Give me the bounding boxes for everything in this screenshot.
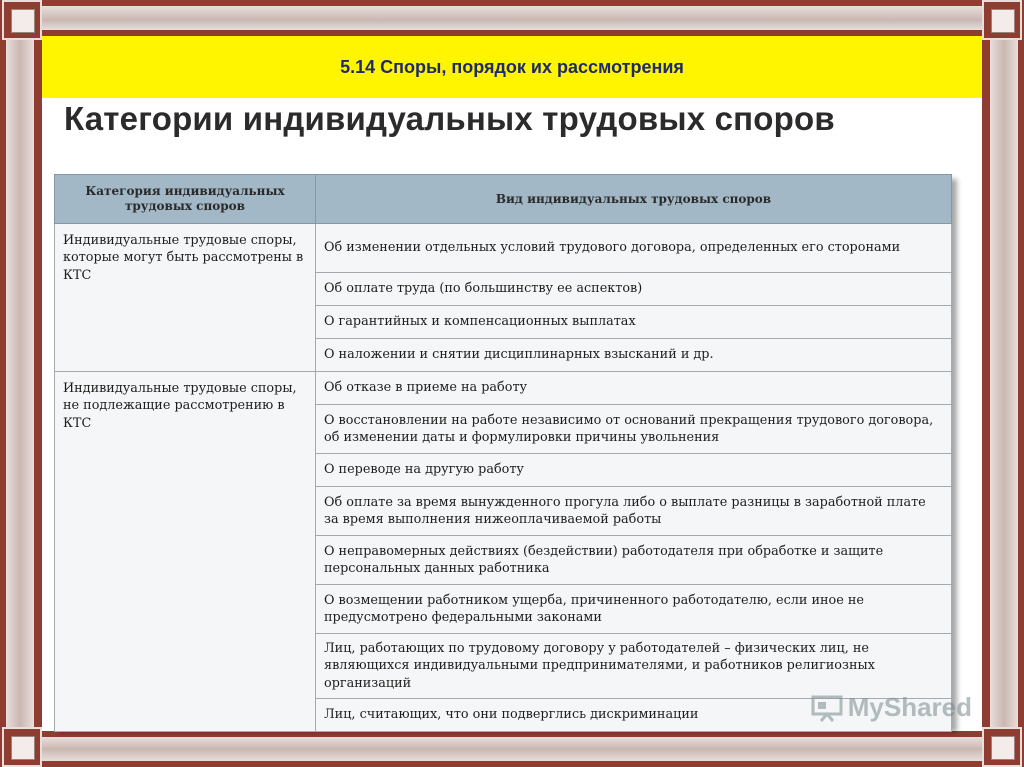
watermark-text: MyShared bbox=[847, 692, 972, 722]
frame-corner bbox=[2, 727, 42, 767]
watermark bbox=[810, 692, 972, 723]
type-cell: О возмещении работником ущерба, причиненного работодателю, если иное не предусмотрено федеральными законами bbox=[316, 585, 952, 634]
type-cell: Об отказе в приеме на работу bbox=[316, 372, 952, 405]
disputes-table-container bbox=[54, 174, 952, 727]
type-cell: О восстановлении на работе независимо от оснований прекращения трудового договора, об изменении даты и формулировки причины увольнения bbox=[316, 405, 952, 454]
frame-corner bbox=[982, 727, 1022, 767]
table-row bbox=[55, 372, 952, 405]
frame-top bbox=[0, 0, 1024, 36]
column-header-category: Категория индивидуальных трудовых споров bbox=[55, 175, 316, 224]
disputes-table bbox=[54, 174, 952, 732]
slide bbox=[42, 36, 982, 731]
frame-corner bbox=[2, 0, 42, 40]
table-row bbox=[55, 224, 952, 273]
type-cell: О наложении и снятии дисциплинарных взысканий и др. bbox=[316, 339, 952, 372]
frame-corner bbox=[982, 0, 1022, 40]
type-cell: Лиц, работающих по трудовому договору у работодателей – физических лиц, не являющихся индивидуальными предпринимателями, и работников религиозных организаций bbox=[316, 634, 952, 699]
type-cell: Об изменении отдельных условий трудового договора, определенных его сторонами bbox=[316, 224, 952, 273]
presentation-board-icon bbox=[810, 694, 844, 722]
type-cell: Лиц, считающих, что они подверглись дискриминации bbox=[316, 699, 952, 732]
type-cell: Об оплате за время вынужденного прогула либо о выплате разницы в заработной плате за время выполнения нижеоплачиваемой работы bbox=[316, 487, 952, 536]
type-cell: О переводе на другую работу bbox=[316, 454, 952, 487]
page-title: Категории индивидуальных трудовых споров bbox=[64, 100, 835, 137]
frame-left bbox=[0, 0, 42, 767]
title-banner bbox=[42, 36, 982, 98]
table-header-row bbox=[55, 175, 952, 224]
category-cell: Индивидуальные трудовые споры, которые могут быть рассмотрены в КТС bbox=[55, 224, 316, 372]
type-cell: Об оплате труда (по большинству ее аспектов) bbox=[316, 273, 952, 306]
type-cell: О неправомерных действиях (бездействии) работодателя при обработке и защите персональных данных работника bbox=[316, 536, 952, 585]
column-header-type: Вид индивидуальных трудовых споров bbox=[316, 175, 952, 224]
category-cell: Индивидуальные трудовые споры, не подлежащие рассмотрению в КТС bbox=[55, 372, 316, 732]
frame-right bbox=[982, 0, 1024, 767]
type-cell: О гарантийных и компенсационных выплатах bbox=[316, 306, 952, 339]
frame-bottom bbox=[0, 731, 1024, 767]
banner-title: 5.14 Споры, порядок их рассмотрения bbox=[340, 56, 684, 77]
